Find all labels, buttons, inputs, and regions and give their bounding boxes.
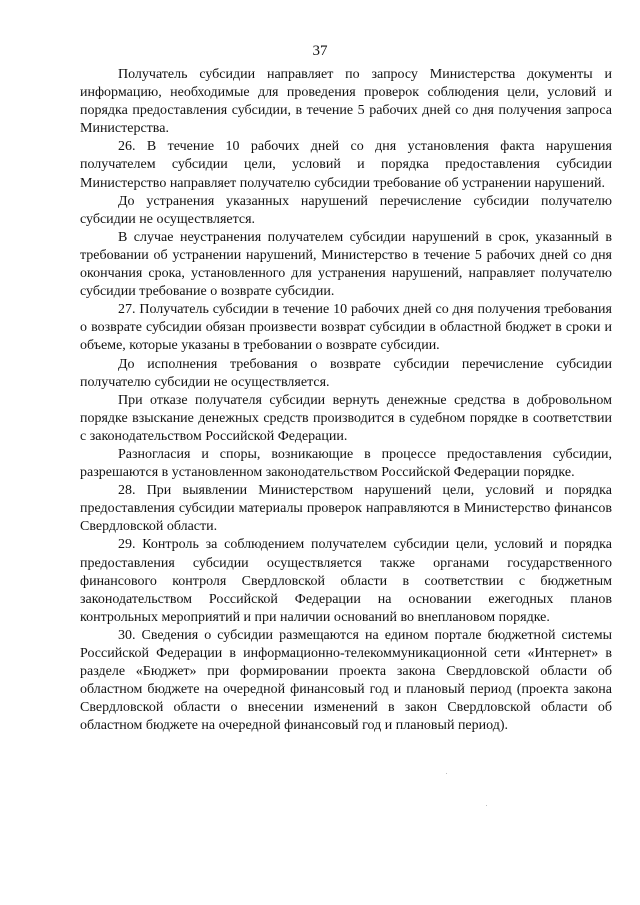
- paragraph-26: 26. В течение 10 рабочих дней со дня установления факта нарушения получателем субсидии цели, условий и порядка предоставления субсидии Министерство направляет получателю субсидии требование об устранении нарушений.: [80, 139, 612, 191]
- scan-speck: [446, 773, 447, 774]
- page-number: 37: [312, 43, 328, 59]
- paragraph-disputes: Разногласия и споры, возникающие в процессе предоставления субсидии, разрешаются в установленном законодательством Российской Федерации порядке.: [80, 446, 612, 481]
- paragraph-28: 28. При выявлении Министерством нарушений цели, условий и порядка предоставления субсидии материалы проверок направляются в Министерство финансов Свердловской области.: [80, 483, 612, 535]
- paragraph-30: 30. Сведения о субсидии размещаются на едином портале бюджетной системы Российской Федерации в информационно-телекоммуникационной сети «Интернет» в разделе «Бюджет» при формировании проекта закона Свердловской области об областном бюджете на очередной финансовый год и плановый период (проекта закона Свердловской области о внесении изменений в закон Свердловской области об областном бюджете на очередной финансовый год и плановый период).: [80, 627, 612, 734]
- paragraph-payment-stop: До исполнения требования о возврате субсидии перечисление субсидии получателю субсидии не осуществляется.: [80, 356, 612, 390]
- paragraph-court-recovery: При отказе получателя субсидии вернуть денежные средства в добровольном порядке взыскание денежных средств производится в судебном порядке в соответствии с законодательством Российской Федерации.: [80, 392, 612, 444]
- paragraph-payment-suspension: До устранения указанных нарушений перечисление субсидии получателю субсидии не осуществляется.: [80, 193, 612, 227]
- document-body: [80, 66, 612, 735]
- scan-speck: [486, 805, 487, 806]
- paragraph-27: 27. Получатель субсидии в течение 10 рабочих дней со дня получения требования о возврате субсидии обязан произвести возврат субсидии в областной бюджет в сроки и объеме, которые указаны в требовании о возврате субсидии.: [80, 302, 612, 354]
- paragraph-document-request: Получатель субсидии направляет по запросу Министерства документы и информацию, необходимые для проведения проверок соблюдения цели, условий и порядка предоставления субсидии, в течение 5 рабочих дней со дня получения запроса Министерства.: [80, 67, 612, 137]
- paragraph-29: 29. Контроль за соблюдением получателем субсидии цели, условий и порядка предоставления субсидии осуществляется также органами государственного финансового контроля Свердловской области в соответствии с бюджетным законодательством Российской Федерации на основании ежегодных планов контрольных мероприятий и при наличии оснований во внеплановом порядке.: [80, 537, 612, 625]
- paragraph-refund-requirement: В случае неустранения получателем субсидии нарушений в срок, указанный в требовании об устранении нарушений, Министерство в течение 5 рабочих дней со дня окончания срока, установленного для устранения нарушений, направляет получателю субсидии требование о возврате субсидии.: [80, 229, 612, 300]
